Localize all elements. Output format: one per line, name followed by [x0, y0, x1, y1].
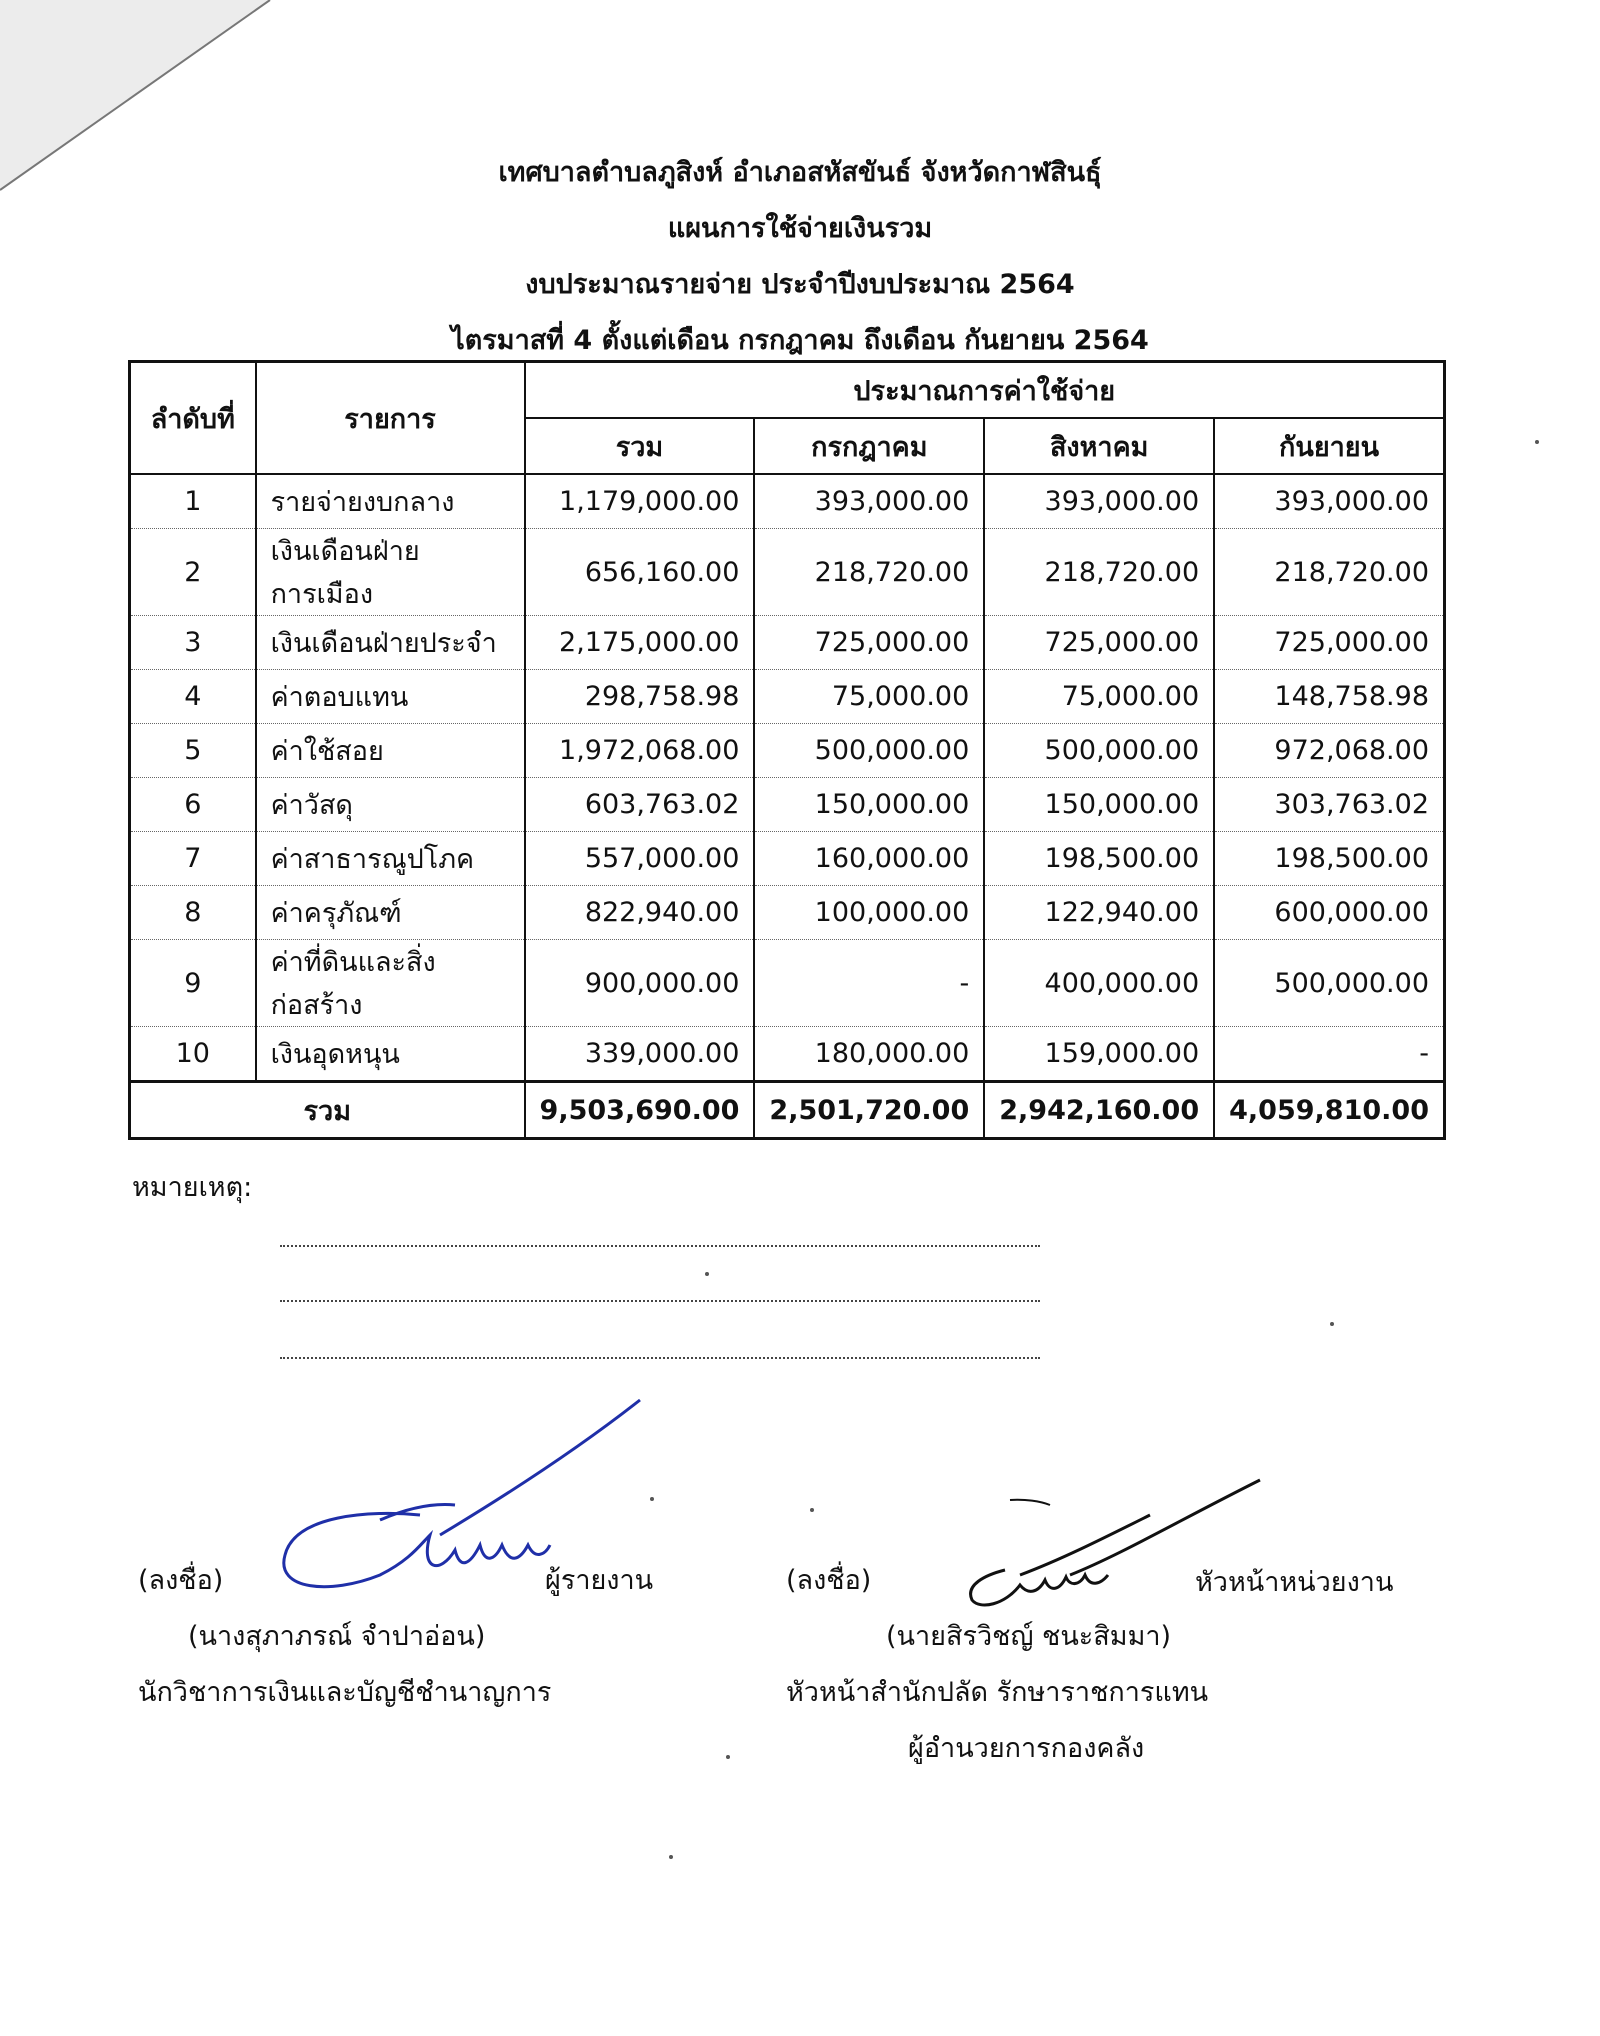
- row-aug: 122,940.00: [984, 886, 1214, 940]
- row-jul: 150,000.00: [754, 778, 984, 832]
- row-item: ค่าที่ดินและสิ่งก่อสร้าง: [256, 940, 525, 1027]
- col-jul-header: กรกฎาคม: [754, 418, 984, 474]
- scan-speck: [726, 1755, 730, 1759]
- row-sep: -: [1214, 1027, 1444, 1082]
- scan-speck: [650, 1497, 654, 1501]
- row-sep: 600,000.00: [1214, 886, 1444, 940]
- row-sep: 500,000.00: [1214, 940, 1444, 1027]
- total-sum: 9,503,690.00: [525, 1082, 755, 1139]
- row-sep: 303,763.02: [1214, 778, 1444, 832]
- row-item: เงินอุดหนุน: [256, 1027, 525, 1082]
- scan-speck: [669, 1855, 673, 1859]
- row-jul: -: [754, 940, 984, 1027]
- row-aug: 198,500.00: [984, 832, 1214, 886]
- scan-speck: [1535, 440, 1539, 444]
- row-total: 1,972,068.00: [525, 724, 755, 778]
- row-aug: 75,000.00: [984, 670, 1214, 724]
- row-no: 7: [130, 832, 256, 886]
- row-no: 10: [130, 1027, 256, 1082]
- right-position-1: หัวหน้าสำนักปลัด รักษาราชการแทน: [786, 1677, 1209, 1708]
- row-item: ค่าสาธารณูปโภค: [256, 832, 525, 886]
- note-line: [280, 1300, 1040, 1302]
- row-total: 557,000.00: [525, 832, 755, 886]
- right-position-2: ผู้อำนวยการกองคลัง: [908, 1733, 1145, 1764]
- row-item: รายจ่ายงบกลาง: [256, 474, 525, 529]
- row-jul: 725,000.00: [754, 616, 984, 670]
- row-jul: 75,000.00: [754, 670, 984, 724]
- row-item: ค่าครุภัณฑ์: [256, 886, 525, 940]
- row-sep: 198,500.00: [1214, 832, 1444, 886]
- table-row: [130, 832, 1445, 886]
- col-total-header: รวม: [525, 418, 755, 474]
- header-organization: เทศบาลตำบลภูสิงห์ อำเภอสหัสขันธ์ จังหวัดกาฬสินธุ์: [498, 157, 1102, 188]
- row-jul: 180,000.00: [754, 1027, 984, 1082]
- row-sep: 218,720.00: [1214, 529, 1444, 616]
- row-jul: 218,720.00: [754, 529, 984, 616]
- scan-speck: [705, 1272, 709, 1276]
- row-item: เงินเดือนฝ่ายประจำ: [256, 616, 525, 670]
- left-name: (นางสุภาภรณ์ จำปาอ่อน): [188, 1621, 486, 1652]
- row-no: 1: [130, 474, 256, 529]
- row-sep: 725,000.00: [1214, 616, 1444, 670]
- row-total: 900,000.00: [525, 940, 755, 1027]
- row-total: 2,175,000.00: [525, 616, 755, 670]
- right-sign-label: (ลงชื่อ): [786, 1565, 872, 1596]
- col-group-header: ประมาณการค่าใช้จ่าย: [525, 362, 1445, 419]
- row-total: 603,763.02: [525, 778, 755, 832]
- table-row: [130, 778, 1445, 832]
- row-sep: 972,068.00: [1214, 724, 1444, 778]
- left-position: นักวิชาการเงินและบัญชีชำนาญการ: [138, 1677, 552, 1708]
- note-line: [280, 1357, 1040, 1359]
- row-aug: 725,000.00: [984, 616, 1214, 670]
- row-item: ค่าตอบแทน: [256, 670, 525, 724]
- col-no-header: ลำดับที่: [130, 362, 256, 475]
- right-role: หัวหน้าหน่วยงาน: [1195, 1567, 1394, 1598]
- header-quarter: ไตรมาสที่ 4 ตั้งแต่เดือน กรกฎาคม ถึงเดือน กันยายน 2564: [451, 325, 1149, 356]
- header-title: แผนการใช้จ่ายเงินรวม: [667, 213, 933, 244]
- total-label: รวม: [130, 1082, 525, 1139]
- row-no: 2: [130, 529, 256, 616]
- row-jul: 500,000.00: [754, 724, 984, 778]
- row-item: ค่าใช้สอย: [256, 724, 525, 778]
- row-no: 9: [130, 940, 256, 1027]
- row-item: ค่าวัสดุ: [256, 778, 525, 832]
- row-sep: 148,758.98: [1214, 670, 1444, 724]
- scan-speck: [1330, 1322, 1334, 1326]
- table-footer: [130, 1082, 1445, 1139]
- row-no: 6: [130, 778, 256, 832]
- row-aug: 400,000.00: [984, 940, 1214, 1027]
- left-role: ผู้รายงาน: [545, 1565, 654, 1596]
- note-label: หมายเหตุ:: [132, 1172, 253, 1203]
- total-row: [130, 1082, 1445, 1139]
- left-sign-label: (ลงชื่อ): [138, 1565, 224, 1596]
- table-row: [130, 474, 1445, 529]
- total-jul: 2,501,720.00: [754, 1082, 984, 1139]
- row-total: 1,179,000.00: [525, 474, 755, 529]
- col-item-header: รายการ: [256, 362, 525, 475]
- row-jul: 160,000.00: [754, 832, 984, 886]
- row-no: 4: [130, 670, 256, 724]
- col-aug-header: สิงหาคม: [984, 418, 1214, 474]
- table-row: [130, 670, 1445, 724]
- row-aug: 393,000.00: [984, 474, 1214, 529]
- row-sep: 393,000.00: [1214, 474, 1444, 529]
- row-aug: 150,000.00: [984, 778, 1214, 832]
- total-sep: 4,059,810.00: [1214, 1082, 1444, 1139]
- table-row: [130, 886, 1445, 940]
- table-row: [130, 940, 1445, 1027]
- row-no: 8: [130, 886, 256, 940]
- col-sep-header: กันยายน: [1214, 418, 1444, 474]
- table-row: [130, 616, 1445, 670]
- row-no: 3: [130, 616, 256, 670]
- budget-table: [128, 360, 1446, 1140]
- table-row: [130, 529, 1445, 616]
- row-aug: 159,000.00: [984, 1027, 1214, 1082]
- table-header: [130, 362, 1445, 475]
- row-total: 298,758.98: [525, 670, 755, 724]
- row-total: 339,000.00: [525, 1027, 755, 1082]
- scan-speck: [810, 1508, 814, 1512]
- header-budget-year: งบประมาณรายจ่าย ประจำปีงบประมาณ 2564: [525, 269, 1075, 300]
- row-jul: 100,000.00: [754, 886, 984, 940]
- right-name: (นายสิรวิชญ์ ชนะสิมมา): [886, 1621, 1172, 1652]
- total-aug: 2,942,160.00: [984, 1082, 1214, 1139]
- row-no: 5: [130, 724, 256, 778]
- table-body: [130, 474, 1445, 1082]
- row-total: 656,160.00: [525, 529, 755, 616]
- note-line: [280, 1245, 1040, 1247]
- row-aug: 218,720.00: [984, 529, 1214, 616]
- row-total: 822,940.00: [525, 886, 755, 940]
- row-aug: 500,000.00: [984, 724, 1214, 778]
- row-item: เงินเดือนฝ่ายการเมือง: [256, 529, 525, 616]
- table-row: [130, 1027, 1445, 1082]
- row-jul: 393,000.00: [754, 474, 984, 529]
- table-row: [130, 724, 1445, 778]
